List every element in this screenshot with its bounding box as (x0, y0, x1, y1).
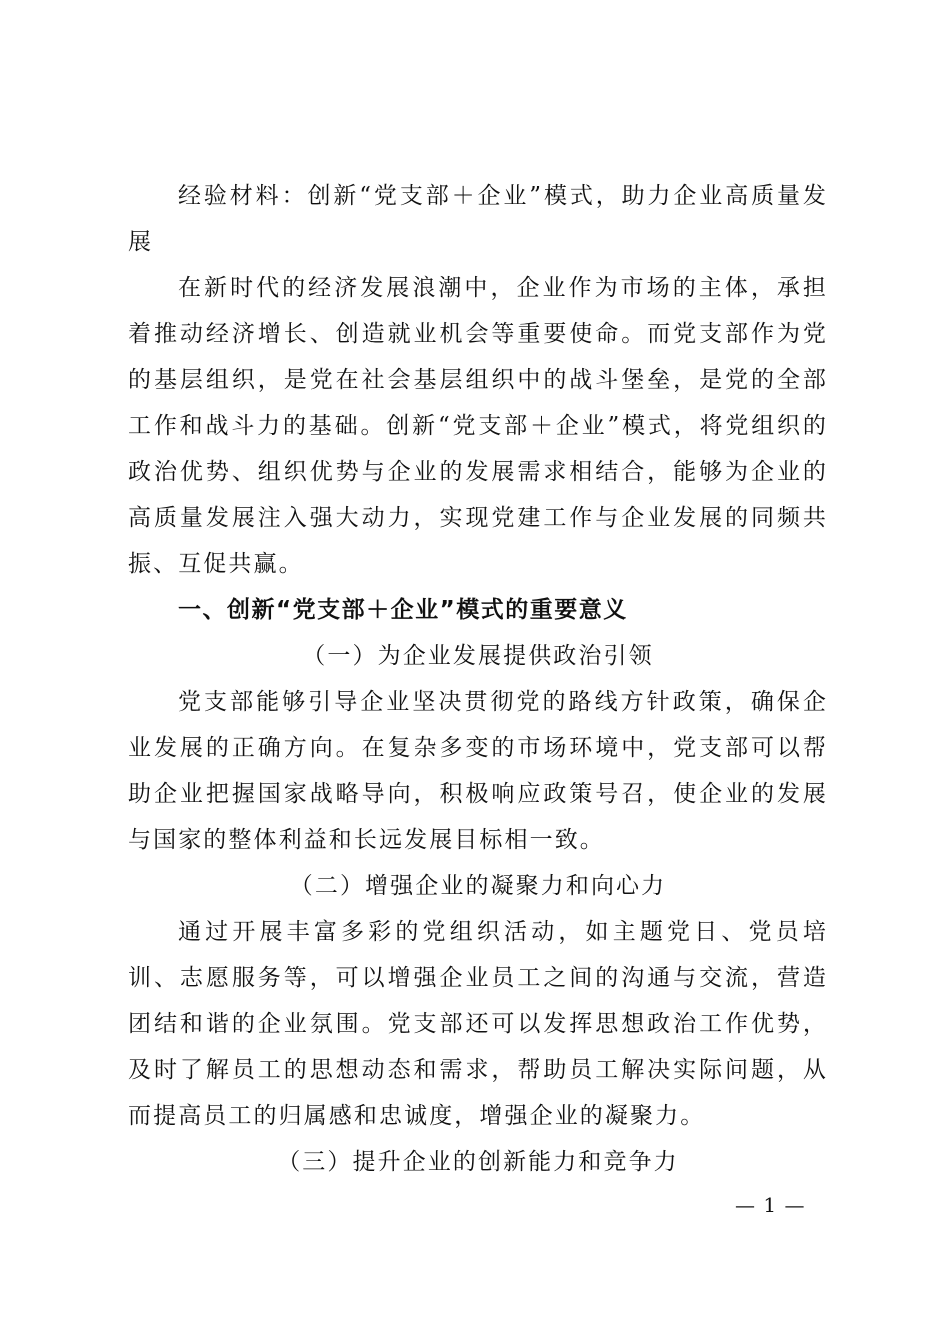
intro-paragraph: 在新时代的经济发展浪潮中，企业作为市场的主体，承担着推动经济增长、创造就业机会等重要使命。而党支部作为党的基层组织，是党在社会基层组织中的战斗堡垒，是党的全部工作和战斗力的基础。创新“党支部＋企业”模式，将党组织的政治优势、组织优势与企业的发展需求相结合，能够为企业的高质量发展注入强大动力，实现党建工作与企业发展的同频共振、互促共赢。 (128, 275, 828, 577)
page-number: — 1 — (735, 1193, 806, 1217)
subsection-2-paragraph: 通过开展丰富多彩的党组织活动，如主题党日、党员培训、志愿服务等，可以增强企业员工之间的沟通与交流，营造团结和谐的企业氛围。党支部还可以发挥思想政治工作优势，及时了解员工的思想动态和需求，帮助员工解决实际问题，从而提高员工的归属感和忠诚度，增强企业的凝聚力。 (128, 919, 828, 1129)
subsection-1-paragraph: 党支部能够引导企业坚决贯彻党的路线方针政策，确保企业发展的正确方向。在复杂多变的市场环境中，党支部可以帮助企业把握国家战略导向，积极响应政策号召，使企业的发展与国家的整体利益和长远发展目标相一致。 (128, 689, 828, 853)
subsection-heading-2: （二）增强企业的凝聚力和向心力 (289, 873, 667, 899)
subsection-heading-1: （一）为企业发展提供政治引领 (302, 643, 654, 669)
document-title: 经验材料：创新“党支部＋企业”模式，助力企业高质量发展 (128, 183, 828, 255)
subsection-heading-3: （三）提升企业的创新能力和竞争力 (277, 1149, 679, 1175)
section-heading-1: 一、创新“党支部＋企业”模式的重要意义 (178, 597, 628, 623)
